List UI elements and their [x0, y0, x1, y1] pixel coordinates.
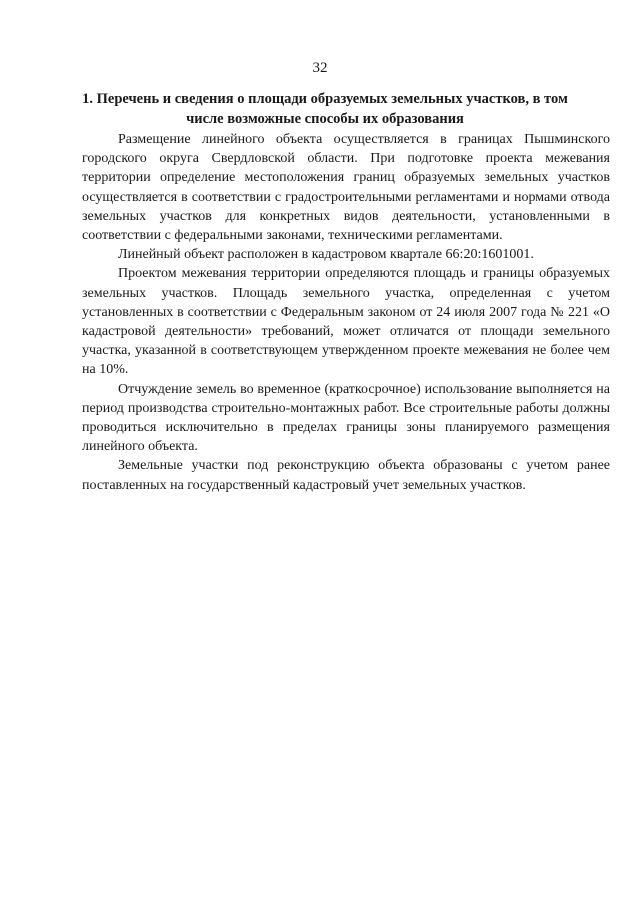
- paragraph: Земельные участки под реконструкцию объекта образованы с учетом ранее поставленных на государственный кадастровый учет земельных участков.: [82, 458, 610, 493]
- paragraph: Проектом межевания территории определяются площадь и границы образуемых земельных участков. Площадь земельного участка, определенная с учетом установленных в соответствии с Федеральным законом от 24 июля 2007 года № 221 «О кадастровой деятельности» требований, может отличатся от площади земельного участка, указанной в соответствующем утвержденном проекте межевания не более чем на 10%.: [82, 266, 610, 378]
- section-title: 1. Перечень и сведения о площади образуемых земельных участков, в том числе возможные способы их образования: [82, 91, 568, 127]
- paragraph: Размещение линейного объекта осуществляется в границах Пышминского городского округа Свердловской области. При подготовке проекта межевания территории определение местоположения границ образуемых земельных участков осуществляется в соответствии с градостроительными регламентами и нормами отвода земельных участков для конкретных видов деятельности, установленными в соответствии с федеральными законами, техническими регламентами.: [82, 132, 610, 244]
- paragraph: Линейный объект расположен в кадастровом квартале 66:20:1601001.: [118, 247, 534, 263]
- paragraph: Отчуждение земель во временное (краткосрочное) использование выполняется на период производства строительно-монтажных работ. Все строительные работы должны проводиться исключительно в пределах границы зоны планируемого размещения линейного объекта.: [82, 381, 610, 455]
- page-number: 32: [312, 60, 328, 76]
- body-text: [82, 130, 610, 495]
